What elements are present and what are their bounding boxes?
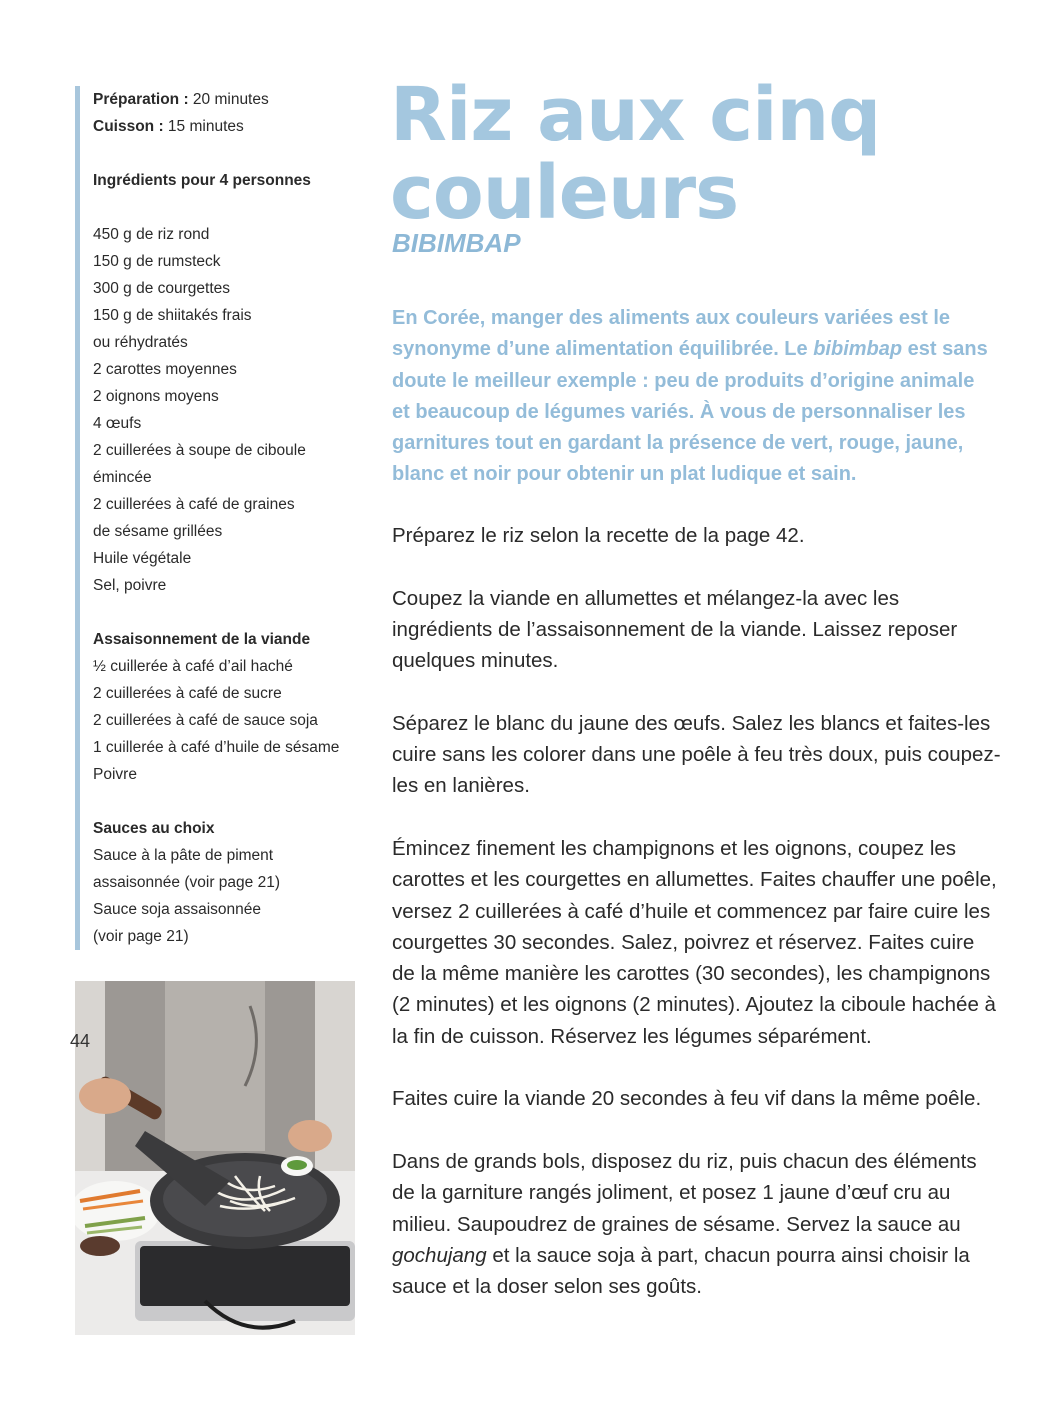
ingredient-item: 2 cuillerées à café de graines [93,496,295,513]
ingredient-item: 150 g de shiitakés frais [93,307,252,324]
step-paragraph: Dans de grands bols, disposez du riz, puis chacun des éléments de la garniture rangés joliment, et posez 1 jaune d’œuf cru au milieu. Saupoudrez de graines de sésame. Servez la sauce au gochujang et la sauce soja à part, chacun pourra ainsi choisir la sauce et la doser selon ses goûts. [392,1149,977,1299]
recipe-intro: En Corée, manger des aliments aux couleurs variées est le synonyme d’une alimentation équilibrée. Le bibimbap est sans doute le meilleur exemple : peu de produits d’origine animale et beaucoup de légumes variés. À vous de personnaliser les garnitures tout en gardant la présence de vert, rouge, jaune, blanc et noir pour obtenir un plat ludique et sain. [392,307,988,486]
seasoning-item: ½ cuillerée à café d’ail haché [93,658,293,675]
step-paragraph: Faites cuire la viande 20 secondes à feu vif dans la même poêle. [392,1087,982,1111]
page-number: 44 [70,1031,91,1051]
ingredient-item: 2 cuillerées à soupe de ciboule [93,442,306,459]
seasoning-heading: Assaisonnement de la viande [93,631,311,648]
recipe-title: Riz aux cinq couleurs [390,72,881,236]
step-paragraph: Préparez le riz selon la recette de la page 42. [392,524,805,547]
seasoning-item: 1 cuillerée à café d’huile de sésame [93,739,340,756]
cook-time: Cuisson : 15 minutes [93,118,244,135]
ingredient-item: de sésame grillées [93,523,223,540]
step-paragraph: Émincez finement les champignons et les oignons, coupez les carottes et les courgettes en allumettes. Faites chauffer une poêle, versez 2 cuillerées à café d’huile et commencez par faire cuire les courgettes 30 secondes. Salez, poivrez et réservez. Faites cuire de la même manière les carottes (30 secondes), les champignons (2 minutes) et les oignons (2 minutes). Ajoutez la ciboule hachée à la fin de cuisson. Réservez les légumes séparément. [392,836,997,1048]
ingredient-item: Huile végétale [93,550,192,567]
seasoning-item: Poivre [93,766,137,783]
seasoning-item: 2 cuillerées à café de sauce soja [93,712,318,729]
cooking-photo-illustration [75,981,355,1335]
ingredients-sidebar [75,86,365,950]
sauces-heading: Sauces au choix [93,820,215,837]
step-paragraph: Coupez la viande en allumettes et mélangez-la avec les ingrédients de l’assaisonnement de la viande. Laissez reposer quelques minutes. [392,586,958,673]
ingredient-item: émincée [93,469,152,486]
prep-time: Préparation : 20 minutes [93,91,269,108]
ingredient-item: 2 oignons moyens [93,388,219,405]
ingredient-item: 150 g de rumsteck [93,253,221,270]
recipe-steps [392,520,1002,1334]
seasoning-item: 2 cuillerées à café de sucre [93,685,282,702]
step-paragraph: Séparez le blanc du jaune des œufs. Salez les blancs et faites-les cuire sans les colorer dans une poêle à feu très doux, puis coupez-les en lanières. [392,711,1001,798]
ingredient-item: 4 œufs [93,415,142,432]
sauce-item: Sauce à la pâte de piment [93,847,274,864]
ingredient-item: 450 g de riz rond [93,226,210,243]
cooking-photo [75,981,355,1335]
sauce-item: assaisonnée (voir page 21) [93,874,280,891]
ingredients-heading: Ingrédients pour 4 personnes [93,172,311,189]
sauce-item: Sauce soja assaisonnée [93,901,262,918]
sauce-item: (voir page 21) [93,928,189,945]
ingredient-item: 2 carottes moyennes [93,361,237,378]
ingredient-item: ou réhydratés [93,334,188,351]
recipe-subtitle: BIBIMBAP [392,228,521,258]
ingredient-item: Sel, poivre [93,577,167,594]
ingredient-item: 300 g de courgettes [93,280,231,297]
